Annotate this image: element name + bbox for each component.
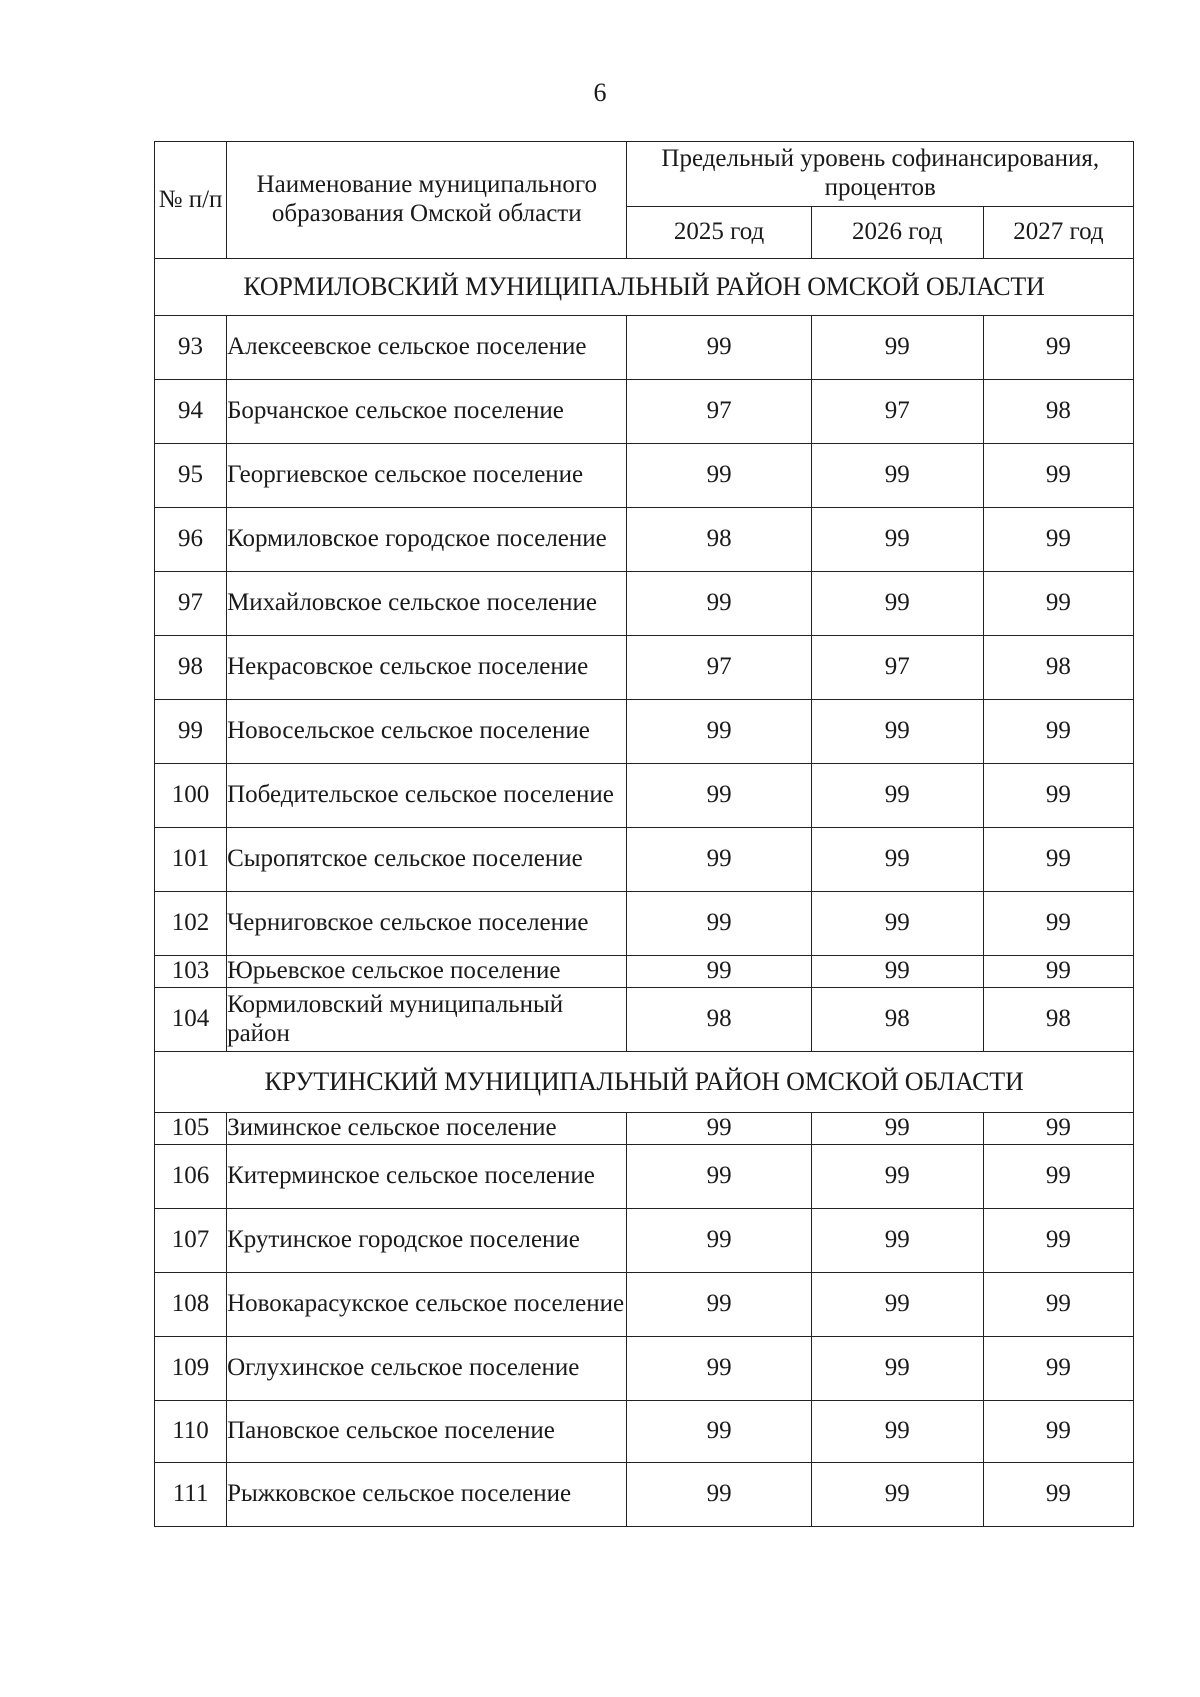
table-row <box>155 700 1134 764</box>
table-row <box>155 508 1134 572</box>
value-2027: 98 <box>983 380 1133 444</box>
row-name: Крутинское городское поселение <box>227 1209 627 1273</box>
value-2026: 99 <box>811 444 983 508</box>
value-2026: 99 <box>811 1209 983 1273</box>
row-number: 104 <box>155 988 227 1052</box>
value-2026: 99 <box>811 956 983 988</box>
value-2025: 99 <box>627 444 811 508</box>
table-row <box>155 1401 1134 1463</box>
table-row <box>155 1209 1134 1273</box>
value-2025: 97 <box>627 380 811 444</box>
value-2026: 99 <box>811 572 983 636</box>
value-2025: 99 <box>627 316 811 380</box>
value-2026: 98 <box>811 988 983 1052</box>
value-2025: 99 <box>627 1273 811 1337</box>
row-name: Некрасовское сельское поселение <box>227 636 627 700</box>
row-number: 101 <box>155 828 227 892</box>
table-row <box>155 572 1134 636</box>
value-2026: 99 <box>811 892 983 956</box>
value-2025: 98 <box>627 508 811 572</box>
row-number: 94 <box>155 380 227 444</box>
row-number: 106 <box>155 1145 227 1209</box>
row-name: Сыропятское сельское поселение <box>227 828 627 892</box>
value-2025: 99 <box>627 1209 811 1273</box>
row-name: Георгиевское сельское поселение <box>227 444 627 508</box>
table-row <box>155 1463 1134 1527</box>
header-year-2026: 2026 год <box>811 207 983 259</box>
row-name: Зиминское сельское поселение <box>227 1113 627 1145</box>
row-name: Борчанское сельское поселение <box>227 380 627 444</box>
row-number: 98 <box>155 636 227 700</box>
table-row <box>155 636 1134 700</box>
row-number: 105 <box>155 1113 227 1145</box>
value-2027: 98 <box>983 636 1133 700</box>
value-2026: 99 <box>811 1113 983 1145</box>
value-2026: 99 <box>811 1337 983 1401</box>
value-2026: 99 <box>811 1401 983 1463</box>
value-2027: 99 <box>983 1145 1133 1209</box>
row-number: 102 <box>155 892 227 956</box>
row-name: Китерминское сельское поселение <box>227 1145 627 1209</box>
header-cofinancing-level: Предельный уровень софинансирования, процентов <box>627 142 1134 207</box>
row-number: 110 <box>155 1401 227 1463</box>
row-number: 107 <box>155 1209 227 1273</box>
value-2025: 99 <box>627 1145 811 1209</box>
table-row <box>155 828 1134 892</box>
row-number: 109 <box>155 1337 227 1401</box>
table-row <box>155 380 1134 444</box>
value-2025: 99 <box>627 892 811 956</box>
table-row <box>155 956 1134 988</box>
value-2027: 99 <box>983 444 1133 508</box>
value-2025: 97 <box>627 636 811 700</box>
value-2025: 99 <box>627 1463 811 1527</box>
value-2027: 99 <box>983 764 1133 828</box>
header-year-2025: 2025 год <box>627 207 811 259</box>
value-2025: 99 <box>627 764 811 828</box>
table-row <box>155 892 1134 956</box>
row-name: Кормиловский муниципальный район <box>227 988 627 1052</box>
row-number: 93 <box>155 316 227 380</box>
value-2025: 99 <box>627 572 811 636</box>
row-name: Оглухинское сельское поселение <box>227 1337 627 1401</box>
value-2025: 99 <box>627 1337 811 1401</box>
value-2027: 99 <box>983 1401 1133 1463</box>
row-name: Черниговское сельское поселение <box>227 892 627 956</box>
table-row <box>155 988 1134 1052</box>
header-number: № п/п <box>155 142 227 259</box>
header-name: Наименование муниципального образования Омской области <box>227 142 627 259</box>
value-2027: 99 <box>983 956 1133 988</box>
table-row <box>155 764 1134 828</box>
value-2027: 99 <box>983 1209 1133 1273</box>
row-number: 100 <box>155 764 227 828</box>
value-2027: 99 <box>983 1273 1133 1337</box>
row-name: Пановское сельское поселение <box>227 1401 627 1463</box>
value-2025: 98 <box>627 988 811 1052</box>
row-name: Алексеевское сельское поселение <box>227 316 627 380</box>
row-number: 95 <box>155 444 227 508</box>
value-2027: 99 <box>983 700 1133 764</box>
value-2026: 97 <box>811 380 983 444</box>
cofinancing-table <box>154 141 1134 1527</box>
table-row <box>155 1113 1134 1145</box>
row-name: Кормиловское городское поселение <box>227 508 627 572</box>
value-2027: 99 <box>983 1113 1133 1145</box>
value-2026: 99 <box>811 1273 983 1337</box>
value-2027: 99 <box>983 1463 1133 1527</box>
value-2025: 99 <box>627 700 811 764</box>
value-2027: 99 <box>983 828 1133 892</box>
value-2027: 98 <box>983 988 1133 1052</box>
table-row <box>155 1273 1134 1337</box>
row-number: 96 <box>155 508 227 572</box>
row-number: 99 <box>155 700 227 764</box>
row-number: 111 <box>155 1463 227 1527</box>
table-row <box>155 444 1134 508</box>
value-2026: 99 <box>811 764 983 828</box>
value-2026: 99 <box>811 1145 983 1209</box>
row-number: 97 <box>155 572 227 636</box>
value-2026: 97 <box>811 636 983 700</box>
value-2027: 99 <box>983 892 1133 956</box>
row-name: Новокарасукское сельское поселение <box>227 1273 627 1337</box>
page-number: 6 <box>593 78 607 107</box>
value-2025: 99 <box>627 956 811 988</box>
value-2027: 99 <box>983 572 1133 636</box>
value-2025: 99 <box>627 828 811 892</box>
row-number: 103 <box>155 956 227 988</box>
table-row <box>155 1145 1134 1209</box>
table-row <box>155 316 1134 380</box>
section-title: КОРМИЛОВСКИЙ МУНИЦИПАЛЬНЫЙ РАЙОН ОМСКОЙ ОБЛАСТИ <box>155 259 1134 316</box>
row-name: Новосельское сельское поселение <box>227 700 627 764</box>
row-number: 108 <box>155 1273 227 1337</box>
row-name: Михайловское сельское поселение <box>227 572 627 636</box>
value-2026: 99 <box>811 828 983 892</box>
table-header <box>155 142 1134 259</box>
section-header <box>155 1052 1134 1113</box>
table-row <box>155 1337 1134 1401</box>
row-name: Рыжковское сельское поселение <box>227 1463 627 1527</box>
value-2027: 99 <box>983 316 1133 380</box>
value-2025: 99 <box>627 1401 811 1463</box>
value-2026: 99 <box>811 700 983 764</box>
value-2025: 99 <box>627 1113 811 1145</box>
row-name: Победительское сельское поселение <box>227 764 627 828</box>
value-2026: 99 <box>811 508 983 572</box>
value-2027: 99 <box>983 1337 1133 1401</box>
header-year-2027: 2027 год <box>983 207 1133 259</box>
value-2026: 99 <box>811 316 983 380</box>
value-2027: 99 <box>983 508 1133 572</box>
section-title: КРУТИНСКИЙ МУНИЦИПАЛЬНЫЙ РАЙОН ОМСКОЙ ОБЛАСТИ <box>155 1052 1134 1113</box>
row-name: Юрьевское сельское поселение <box>227 956 627 988</box>
value-2026: 99 <box>811 1463 983 1527</box>
section-header <box>155 259 1134 316</box>
